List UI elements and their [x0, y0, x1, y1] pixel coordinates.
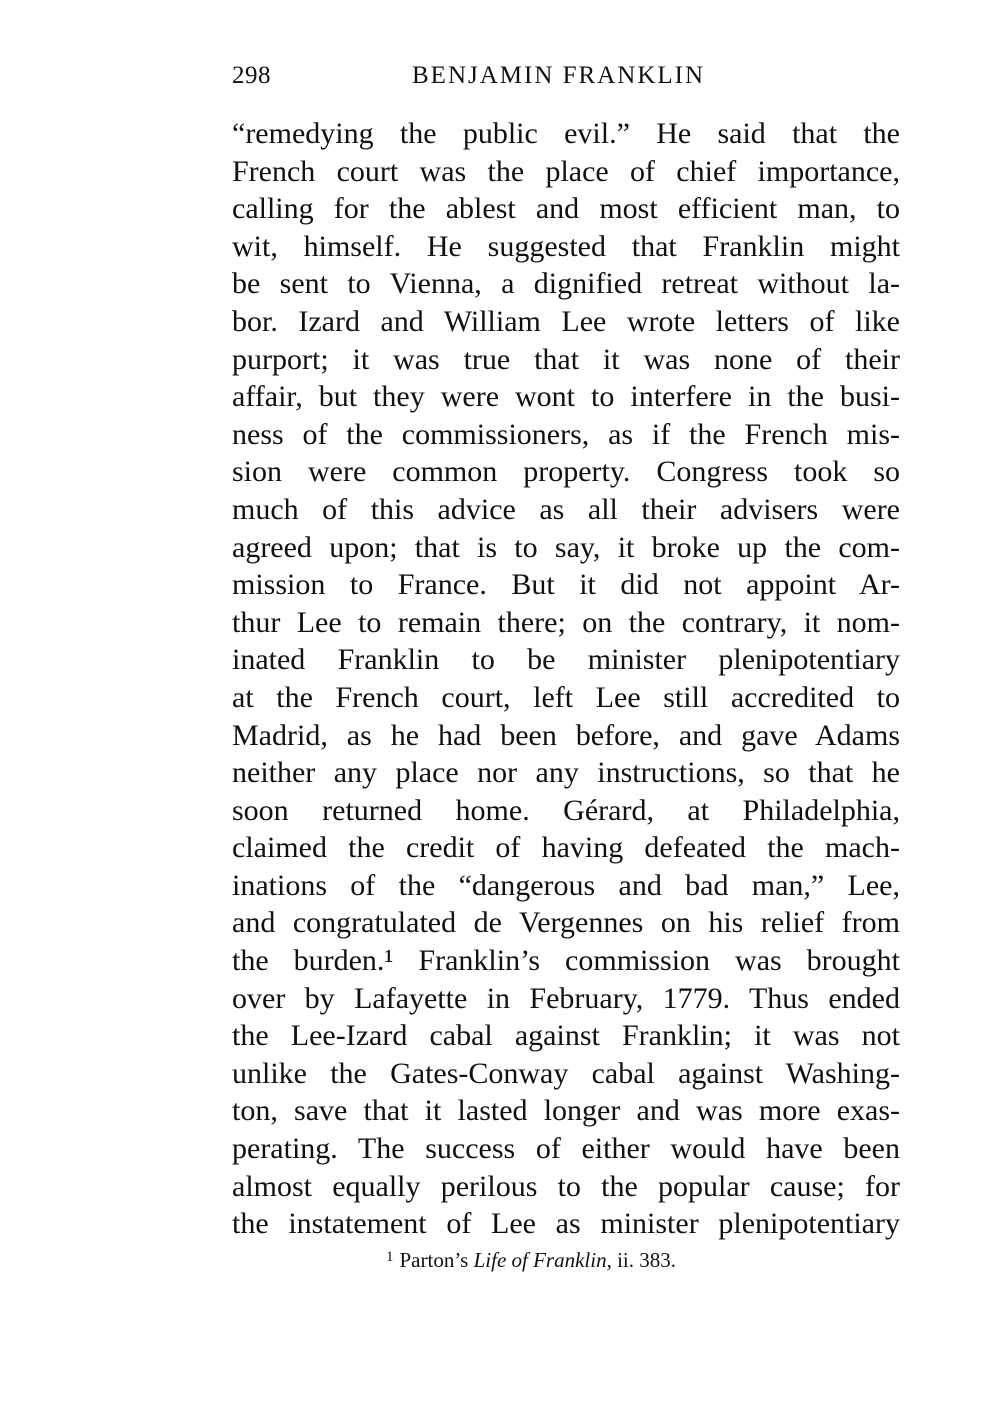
text-line: calling for the ablest and most efficient man, to [232, 192, 900, 226]
text-line: French court was the place of chief importance, [232, 154, 900, 188]
text-line: almost equally perilous to the popular cause; for [232, 1169, 900, 1203]
text-line: bor. Izard and William Lee wrote letters of like [232, 304, 900, 338]
text-line: be sent to Vienna, a dignified retreat without la- [232, 267, 900, 301]
text-line: ness of the commissioners, as if the French mis- [232, 417, 900, 451]
text-line: soon returned home. Gérard, at Philadelphia, [232, 793, 900, 827]
text-line: neither any place nor any instructions, so that he [232, 756, 900, 790]
text-line: the Lee-Izard cabal against Franklin; it was not [232, 1019, 900, 1053]
footnote-author: Parton’s [399, 1248, 469, 1272]
text-line: the instatement of Lee as minister plenipotentiary [232, 1207, 900, 1241]
footnote-title: Life of Franklin, [473, 1248, 612, 1272]
text-line: “remedying the public evil.” He said that the [232, 117, 900, 150]
text-line: sion were common property. Congress took so [232, 455, 900, 489]
text-line: affair, but they were wont to interfere in the busi- [232, 380, 900, 414]
page-number: 298 [232, 62, 271, 89]
text-line: claimed the credit of having defeated the mach- [232, 831, 900, 865]
text-line: ton, save that it lasted longer and was more exas- [232, 1094, 900, 1128]
running-title: BENJAMIN FRANKLIN [412, 62, 706, 89]
text-line: much of this advice as all their advisers were [232, 492, 900, 526]
text-line: purport; it was true that it was none of their [232, 342, 900, 376]
text-line: inated Franklin to be minister plenipotentiary [232, 643, 900, 677]
text-line: mission to France. But it did not appoint Ar- [232, 568, 900, 602]
body-text [232, 115, 900, 1243]
footnote-reference: ii. 383. [617, 1248, 677, 1272]
text-line: at the French court, left Lee still accredited to [232, 680, 900, 714]
footnote-marker: 1 [386, 1249, 394, 1265]
running-head [232, 62, 900, 98]
footnote [386, 1243, 676, 1274]
text-line: agreed upon; that is to say, it broke up the com- [232, 530, 900, 564]
text-line: inations of the “dangerous and bad man,” Lee, [232, 868, 900, 902]
text-line: perating. The success of either would have been [232, 1132, 900, 1166]
text-line: and congratulated de Vergennes on his relief from [232, 906, 900, 940]
text-line: unlike the Gates-Conway cabal against Washing- [232, 1056, 900, 1090]
text-line: the burden.¹ Franklin’s commission was brought [232, 944, 900, 978]
text-line: wit, himself. He suggested that Franklin might [232, 229, 900, 263]
text-line: thur Lee to remain there; on the contrary, it nom- [232, 605, 900, 639]
text-line: over by Lafayette in February, 1779. Thus ended [232, 981, 900, 1015]
text-line: Madrid, as he had been before, and gave Adams [232, 718, 900, 752]
